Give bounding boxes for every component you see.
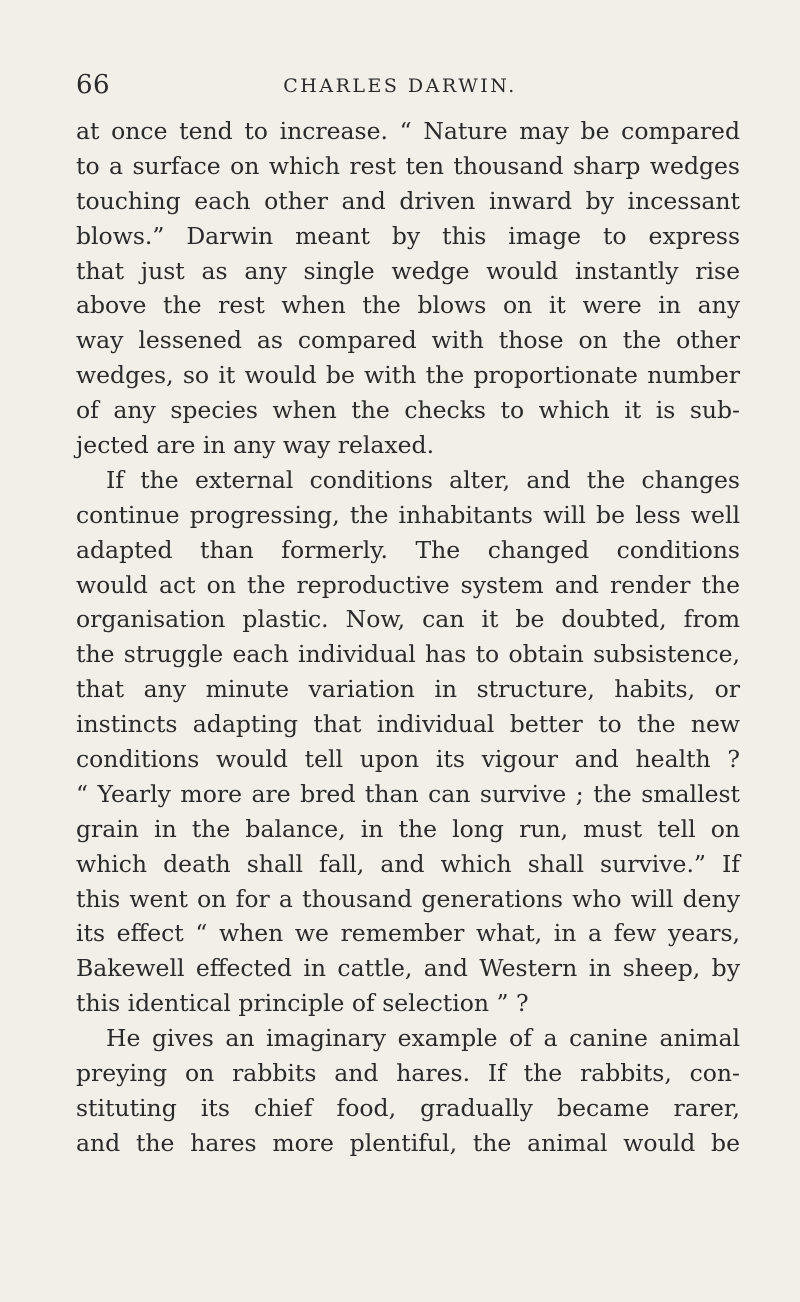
body-text xyxy=(76,114,740,1161)
text-line: If the external conditions alter, and the changes xyxy=(106,465,740,494)
text-line: above the rest when the blows on it were in any xyxy=(76,291,740,320)
text-line: to a surface on which rest ten thousand sharp wedges xyxy=(76,151,740,180)
text-line: stituting its chief food, gradually became rarer, xyxy=(76,1093,740,1122)
running-head: CHARLES DARWIN. xyxy=(283,75,517,97)
text-line: jected are in any way relaxed. xyxy=(76,431,435,460)
text-line: its effect “ when we remember what, in a few years, xyxy=(76,919,740,948)
text-line: blows.” Darwin meant by this image to express xyxy=(76,221,740,250)
text-line: organisation plastic. Now, can it be doubted, from xyxy=(76,605,740,634)
text-line: Bakewell effected in cattle, and Western in sheep, by xyxy=(76,954,740,983)
text-line: grain in the balance, in the long run, must tell on xyxy=(76,814,740,843)
text-line: “ Yearly more are bred than can survive ; the smallest xyxy=(76,779,740,808)
text-line: touching each other and driven inward by incessant xyxy=(76,186,740,215)
text-line: of any species when the checks to which it is sub- xyxy=(76,396,740,425)
text-line: wedges, so it would be with the proportionate number xyxy=(76,361,740,390)
text-line: way lessened as compared with those on the other xyxy=(76,326,740,355)
text-line: that any minute variation in structure, habits, or xyxy=(76,675,740,704)
text-line: at once tend to increase. “ Nature may be compared xyxy=(76,117,740,145)
text-line: that just as any single wedge would instantly rise xyxy=(76,256,740,285)
text-line: the struggle each individual has to obtain subsistence, xyxy=(76,640,740,669)
text-line: would act on the reproductive system and render the xyxy=(76,570,740,599)
text-line: which death shall fall, and which shall survive.” If xyxy=(76,849,740,878)
text-line: this went on for a thousand generations who will deny xyxy=(76,884,740,913)
text-line: adapted than formerly. The changed conditions xyxy=(76,535,740,564)
page-number: 66 xyxy=(76,70,111,100)
text-line: this identical principle of selection ” ? xyxy=(76,989,529,1018)
text-line: continue progressing, the inhabitants will be less well xyxy=(76,500,740,529)
text-line: He gives an imaginary example of a canine animal xyxy=(106,1024,740,1053)
text-line: instincts adapting that individual better to the new xyxy=(76,710,740,739)
text-line: conditions would tell upon its vigour and health ? xyxy=(76,745,740,774)
text-line: preying on rabbits and hares. If the rabbits, con- xyxy=(76,1059,740,1088)
text-line: and the hares more plentiful, the animal would be xyxy=(76,1128,740,1157)
